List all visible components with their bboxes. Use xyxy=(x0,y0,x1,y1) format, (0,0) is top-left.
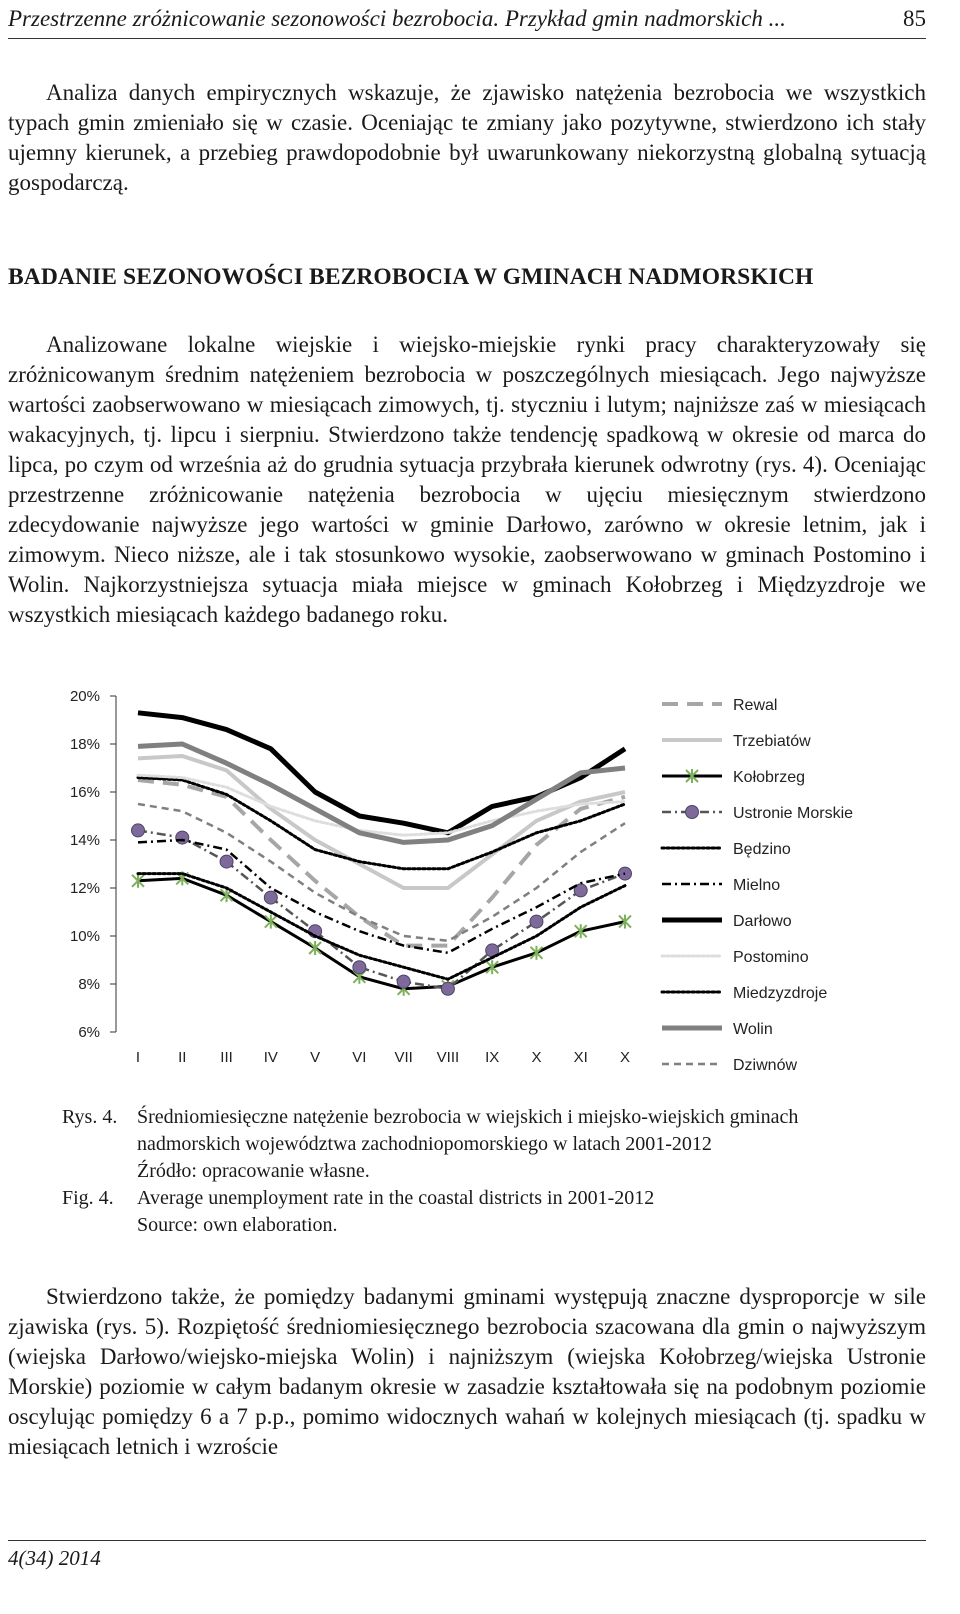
series-mielno-line xyxy=(138,840,625,953)
series-ustronie-morskie-point xyxy=(132,824,145,837)
caption-en-source: Source: own elaboration. xyxy=(137,1214,338,1236)
legend-dziwnow-label: Dziwnów xyxy=(733,1057,798,1074)
x-tick-label: IV xyxy=(263,1049,278,1066)
legend-mielno-label: Mielno xyxy=(733,877,781,894)
series-kolobrzeg-point xyxy=(309,941,321,955)
legend-rewal-label: Rewal xyxy=(733,697,778,714)
caption-pl-source: Źródło: opracowanie własne. xyxy=(137,1160,370,1182)
figure-caption-en xyxy=(62,1185,882,1239)
legend-miedzyzdroje-label: Miedzyzdroje xyxy=(733,985,828,1002)
caption-en-text: Average unemployment rate in the coastal districts in 2001-2012 xyxy=(137,1187,655,1209)
series-rewal-line xyxy=(138,780,625,946)
x-tick-label: VIII xyxy=(436,1049,460,1066)
series-kolobrzeg-line xyxy=(138,878,625,988)
y-tick-label: 12% xyxy=(69,880,100,897)
series-ustronie-morskie-point xyxy=(441,982,454,995)
y-tick-label: 18% xyxy=(69,736,100,753)
series-ustronie-morskie-point xyxy=(176,831,189,844)
series-ustronie-morskie-point xyxy=(264,891,277,904)
legend-ustronie-morskie-point xyxy=(686,806,699,819)
main-paragraph-text: Analizowane lokalne wiejskie i wiejsko-miejskie rynki pracy charakteryzowały się zróżnicowanym średnim natężeniem bezrobocia w poszczególnych miesiącach. Jego najwyższe wartości zaobserwowano w miesiącach zimowych, tj. styczniu i lutym; najniższe zaś w miesiącach wakacyjnych, tj. lipcu i sierpniu. Stwierdzono także tendencję spadkową w okresie od marca do lipca, po czym od września aż do grudnia sytuacja przybrała kierunek odwrotny (rys. 4). Oceniając przestrzenne zróżnicowanie natężenia bezrobocia w ujęciu miesięcznym stwierdzono zdecydowanie najwyższe jego wartości w gminie Darłowo, zarówno w okresie letnim, jak i zimowym. Nieco niższe, ale i tak stosunkowo wysokie, zaobserwowano w gminach Postomino i Wolin. Najkorzystniejsza sytuacja miała miejsce w gminach Kołobrzeg i Międzyzdroje we wszystkich miesiącach każdego badanego roku. xyxy=(8,332,926,627)
y-tick-label: 8% xyxy=(78,976,100,993)
caption-en-tag: Fig. 4. xyxy=(62,1187,114,1209)
x-tick-label: IX xyxy=(485,1049,500,1066)
series-ustronie-morskie-point xyxy=(220,855,233,868)
legend-kolobrzeg-label: Kołobrzeg xyxy=(733,769,806,786)
y-tick-label: 14% xyxy=(69,832,100,849)
section-heading: BADANIE SEZONOWOŚCI BEZROBOCIA W GMINACH NADMORSKICH xyxy=(8,264,814,290)
chart-legend xyxy=(662,697,853,1074)
running-title: Przestrzenne zróżnicowanie sezonowości bezrobocia. Przykład gmin nadmorskich ... xyxy=(8,6,786,31)
x-tick-label: I xyxy=(135,1049,141,1066)
legend-ustronie-morskie-label: Ustronie Morskie xyxy=(733,805,854,822)
legend-bedzino-label: Będzino xyxy=(733,841,791,858)
series-kolobrzeg-point xyxy=(265,915,277,929)
series-ustronie-morskie-line xyxy=(138,830,625,988)
x-tick-label: II xyxy=(178,1049,187,1066)
unemployment-chart xyxy=(0,680,960,1090)
caption-pl-text: Średniomiesięczne natężenie bezrobocia w wiejskich i miejsko-wiejskich gminach nadmorskich województwa zachodniopomorskiego w latach 2001-2012 xyxy=(137,1106,799,1155)
issue-label: 4(34) 2014 xyxy=(8,1546,101,1570)
closing-paragraph xyxy=(8,1282,926,1462)
x-tick-label: X xyxy=(619,1049,631,1066)
intro-paragraph-text: Analiza danych empirycznych wskazuje, że zjawisko natężenia bezrobocia we wszystkich typach gmin zmieniało się w czasie. Oceniając te zmiany jako pozytywne, stwierdzono ich stały ujemny kierunek, a przebieg prawdopodobnie był uwarunkowany niekorzystną globalną sytuacją gospodarczą. xyxy=(8,80,926,195)
series-ustronie-morskie-point xyxy=(397,975,410,988)
y-tick-label: 10% xyxy=(69,928,100,945)
caption-pl-tag: Rys. 4. xyxy=(62,1106,118,1128)
series-ustronie-morskie-point xyxy=(353,961,366,974)
page-number: 85 xyxy=(903,6,926,31)
legend-postomino-label: Postomino xyxy=(733,949,809,966)
x-tick-label: X xyxy=(531,1049,542,1066)
series-dziwnow-line xyxy=(138,804,625,941)
closing-paragraph-text: Stwierdzono także, że pomiędzy badanymi gminami występują znaczne dysproporcje w sile zjawiska (rys. 5). Rozpiętość średniomiesięcznego bezrobocia szacowana dla gmin o najwyższym (wiejska Darłowo/wiejsko-miejska Wolin) i najniższym (wiejska Kołobrzeg/wiejska Ustronie Morskie) poziomie w całym badanym okresie w zasadzie kształtowała się na podobnym poziomie oscylując pomiędzy 6 a 7 p.p., pomimo widocznych wahań w kolejnych miesiącach (tj. spadku w miesiącach letnich i wzroście xyxy=(8,1284,926,1459)
legend-darlowo-label: Darłowo xyxy=(733,913,792,930)
x-tick-label: VII xyxy=(394,1049,413,1066)
chart-series xyxy=(132,713,632,996)
legend-wolin-label: Wolin xyxy=(733,1021,773,1038)
figure-caption-pl xyxy=(62,1104,882,1185)
page-footer xyxy=(8,1540,926,1573)
y-tick-label: 20% xyxy=(69,688,100,705)
y-tick-label: 6% xyxy=(78,1024,100,1041)
x-tick-label: V xyxy=(310,1049,321,1066)
x-tick-label: III xyxy=(220,1049,233,1066)
series-ustronie-morskie-point xyxy=(530,915,543,928)
x-tick-label: VI xyxy=(352,1049,367,1066)
legend-trzebiatow-label: Trzebiatów xyxy=(733,733,811,750)
series-ustronie-morskie-point xyxy=(619,867,632,880)
running-header xyxy=(8,4,926,39)
main-paragraph xyxy=(8,330,926,630)
y-tick-label: 16% xyxy=(69,784,100,801)
intro-paragraph xyxy=(8,78,926,198)
x-tick-label: XI xyxy=(573,1049,588,1066)
